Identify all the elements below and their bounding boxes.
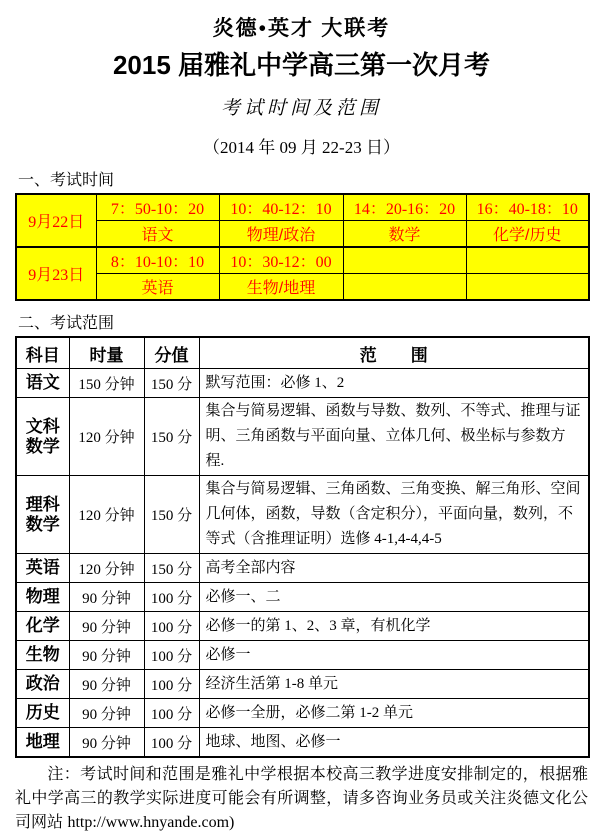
schedule-time-cell: 14：20-16：20 (343, 194, 466, 221)
score-cell: 100 分 (144, 699, 199, 728)
score-cell: 100 分 (144, 641, 199, 670)
duration-cell: 90 分钟 (69, 641, 144, 670)
scope-cell: 地球、地图、必修一 (199, 728, 589, 758)
schedule-row-day1-times (16, 194, 589, 221)
schedule-row-day1-subjects (16, 221, 589, 248)
schedule-time-cell: 8：10-10：10 (96, 247, 219, 274)
duration-cell: 150 分钟 (69, 369, 144, 398)
schedule-date-cell: 9月23日 (16, 247, 96, 300)
exam-scope-table (15, 336, 590, 758)
subject-cell: 英语 (16, 554, 69, 583)
exam-schedule-table (15, 193, 590, 301)
subject-cell: 物理 (16, 583, 69, 612)
scope-header-row (16, 337, 589, 369)
schedule-time-cell: 16：40-18：10 (466, 194, 589, 221)
subject-cell: 语文 (16, 369, 69, 398)
subject-cell: 地理 (16, 728, 69, 758)
scope-row (16, 641, 589, 670)
scope-header-subject: 科目 (16, 337, 69, 369)
page-subtitle: 考试时间及范围 (220, 98, 382, 119)
scope-row (16, 583, 589, 612)
schedule-time-cell: 7：50-10：20 (96, 194, 219, 221)
score-cell: 150 分 (144, 398, 199, 476)
scope-row (16, 554, 589, 583)
score-cell: 100 分 (144, 670, 199, 699)
score-cell: 150 分 (144, 476, 199, 554)
schedule-subject-cell: 化学/历史 (466, 221, 589, 248)
schedule-subject-cell: 生物/地理 (219, 274, 343, 301)
schedule-time-cell (343, 247, 466, 274)
scope-row (16, 699, 589, 728)
score-cell: 100 分 (144, 728, 199, 758)
schedule-date-cell: 9月22日 (16, 194, 96, 247)
schedule-time-cell: 10：40-12：10 (219, 194, 343, 221)
score-cell: 100 分 (144, 583, 199, 612)
scope-cell: 经济生活第 1-8 单元 (199, 670, 589, 699)
exam-date-range: （2014 年 09 月 22-23 日） (203, 138, 400, 157)
subject-cell: 生物 (16, 641, 69, 670)
duration-cell: 90 分钟 (69, 670, 144, 699)
footer-note (15, 763, 588, 835)
scope-row (16, 728, 589, 758)
scope-cell: 必修一的第 1、2、3 章，有机化学 (199, 612, 589, 641)
scope-header-score: 分值 (144, 337, 199, 369)
score-cell: 150 分 (144, 369, 199, 398)
schedule-subject-cell (343, 274, 466, 301)
duration-cell: 120 分钟 (69, 554, 144, 583)
schedule-subject-cell: 数学 (343, 221, 466, 248)
schedule-row-day2-times (16, 247, 589, 274)
subject-cell: 化学 (16, 612, 69, 641)
page-title: 2015 届雅礼中学高三第一次月考 (112, 50, 491, 80)
scope-cell: 必修一 (199, 641, 589, 670)
note-text: 注：考试时间和范围是雅礼中学根据本校高三教学进度安排制定的，根据雅礼中学高三的教学实际进度可能会有所调整，请多咨询业务员或关注炎德文化公司网站 (15, 766, 588, 831)
section-label-exam-time: 一、考试时间 (18, 172, 115, 189)
schedule-time-cell: 10：30-12：00 (219, 247, 343, 274)
scope-cell: 必修一全册，必修二第 1-2 单元 (199, 699, 589, 728)
brand-line: 炎德•英才 大联考 (212, 16, 391, 40)
schedule-subject-cell: 英语 (96, 274, 219, 301)
subject-cell: 历史 (16, 699, 69, 728)
schedule-subject-cell: 物理/政治 (219, 221, 343, 248)
duration-cell: 120 分钟 (69, 398, 144, 476)
subject-cell: 政治 (16, 670, 69, 699)
scope-row (16, 369, 589, 398)
scope-cell: 默写范围：必修 1、2 (199, 369, 589, 398)
document-header (15, 8, 588, 158)
scope-cell: 必修一、二 (199, 583, 589, 612)
section-label-exam-scope: 二、考试范围 (18, 315, 115, 332)
scope-row (16, 670, 589, 699)
duration-cell: 90 分钟 (69, 728, 144, 758)
scope-header-scope: 范 围 (199, 337, 589, 369)
duration-cell: 120 分钟 (69, 476, 144, 554)
scope-cell: 集合与简易逻辑、函数与导数、数列、不等式、推理与证明、三角函数与平面向量、立体几何、极坐标与参数方程. (199, 398, 589, 476)
score-cell: 150 分 (144, 554, 199, 583)
scope-row (16, 612, 589, 641)
schedule-subject-cell: 语文 (96, 221, 219, 248)
scope-cell: 高考全部内容 (199, 554, 589, 583)
subject-cell: 文科数学 (16, 398, 69, 476)
note-url: http://www.hnyande.com) (67, 814, 235, 831)
subject-cell: 理科数学 (16, 476, 69, 554)
scope-header-duration: 时量 (69, 337, 144, 369)
scope-cell: 集合与简易逻辑、三角函数、三角变换、解三角形、空间几何体，函数，导数（含定积分），平面向量，数列，不等式（含推理证明）选修 4-1,4-4,4-5 (199, 476, 589, 554)
scope-row (16, 398, 589, 476)
schedule-time-cell (466, 247, 589, 274)
duration-cell: 90 分钟 (69, 699, 144, 728)
schedule-row-day2-subjects (16, 274, 589, 301)
duration-cell: 90 分钟 (69, 612, 144, 641)
scope-row (16, 476, 589, 554)
duration-cell: 90 分钟 (69, 583, 144, 612)
score-cell: 100 分 (144, 612, 199, 641)
schedule-subject-cell (466, 274, 589, 301)
